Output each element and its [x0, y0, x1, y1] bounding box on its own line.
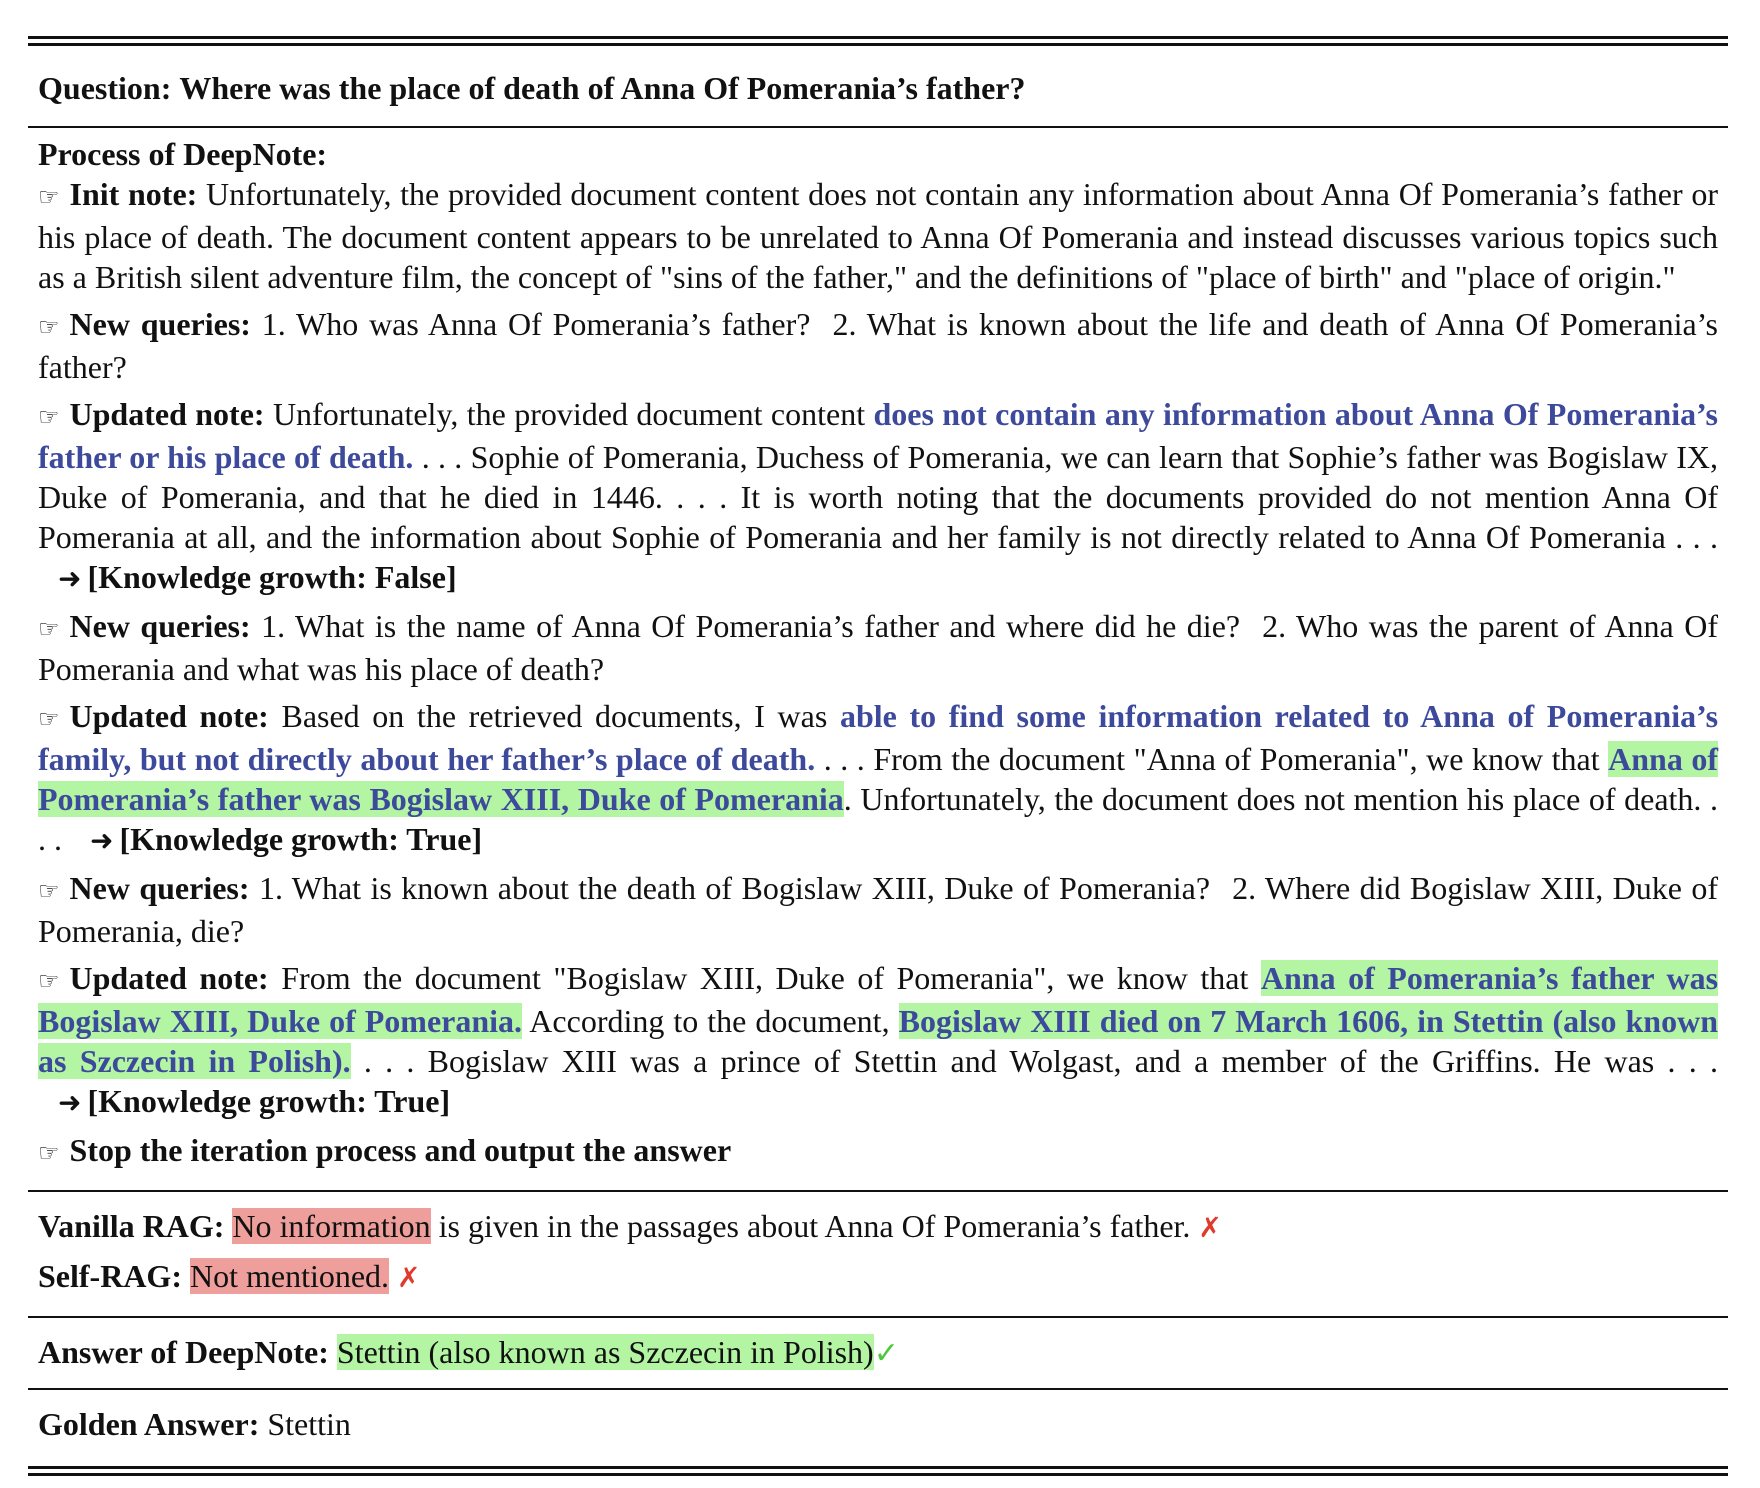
knowledge-growth: [Knowledge growth: True] — [87, 1083, 451, 1119]
case-study-table — [28, 36, 1728, 1476]
query-2: 2. What is known about the life and death of Anna Of Pomerania’s father? — [38, 306, 1719, 385]
updated-note-text: . . . Bogislaw XIII was a prince of Stettin and Wolgast, and a member of the Griffins. He was . . . — [350, 1043, 1718, 1079]
arrow-icon: ➜ — [90, 824, 114, 857]
query-2: 2. Who was the parent of Anna Of Pomerania and what was his place of death? — [38, 608, 1719, 687]
green-highlight: Anna of Pomerania’s father was Bogislaw XIII, Duke of Pomerania — [38, 741, 1719, 817]
check-icon: ✓ — [873, 1336, 899, 1371]
cross-icon: ✗ — [1198, 1211, 1222, 1244]
updated-note-text: According to the document, — [522, 1003, 899, 1039]
top-double-rule — [28, 36, 1728, 46]
new-queries-label: New queries: — [69, 306, 251, 342]
updated-note-text: Unfortunately, the provided document content — [272, 396, 874, 432]
pointing-hand-icon: ☞ — [38, 705, 60, 733]
pointing-hand-icon: ☞ — [38, 877, 60, 905]
baselines-section — [28, 1192, 1728, 1316]
stop-text: Stop the iteration process and output the answer — [69, 1132, 732, 1168]
updated-note-text: Based on the retrieved documents, I was — [281, 698, 840, 734]
bottom-double-rule — [28, 1466, 1728, 1476]
updated-note-label: Updated note: — [69, 960, 269, 996]
new-queries-2-paragraph — [38, 606, 1718, 689]
golden-answer-text: Stettin — [267, 1406, 351, 1442]
arrow-icon: ➜ — [58, 562, 82, 595]
arrow-icon: ➜ — [58, 1086, 82, 1119]
pointing-hand-icon: ☞ — [38, 1139, 60, 1167]
deepnote-answer-row — [28, 1318, 1728, 1388]
new-queries-label: New queries: — [69, 608, 251, 644]
self-rag-label: Self-RAG: — [38, 1258, 182, 1294]
updated-note-text: . . . Sophie of Pomerania, Duchess of Pomerania, we can learn that Sophie’s father was Bogislaw IX, Duke of Pomerania, and that he died in 1446. . . . It is worth noting that the documents provided do not mention Anna Of Pomerania at all, and the information about Sophie of Pomerania and her family is not directly related to Anna Of Pomerania . . . — [38, 439, 1719, 555]
process-title: Process of DeepNote: — [38, 136, 328, 172]
blue-emphasis: able to find some information related to Anna of Pomerania’s family, but not directly about her father’s place of death. — [38, 698, 1719, 777]
updated-note-text: . . . From the document "Anna of Pomerania", we know that — [815, 741, 1609, 777]
knowledge-growth: [Knowledge growth: False] — [87, 559, 457, 595]
init-note-paragraph — [38, 174, 1718, 297]
question-row — [28, 46, 1728, 126]
pointing-hand-icon: ☞ — [38, 403, 60, 431]
blue-emphasis: does not contain any information about Anna Of Pomerania’s father or his place of death. — [38, 396, 1718, 475]
init-note-label: Init note: — [69, 176, 198, 212]
query-1: 1. Who was Anna Of Pomerania’s father? — [261, 306, 811, 342]
golden-answer-row — [28, 1390, 1728, 1466]
green-highlight: Stettin (also known as Szczecin in Polish) — [336, 1334, 874, 1370]
process-section — [28, 128, 1728, 1190]
red-highlight: Not mentioned. — [189, 1258, 390, 1294]
updated-note-text: From the document "Bogislaw XIII, Duke of Pomerania", we know that — [281, 960, 1261, 996]
question-text: Where was the place of death of Anna Of Pomerania’s father? — [179, 70, 1026, 106]
pointing-hand-icon: ☞ — [38, 313, 60, 341]
pointing-hand-icon: ☞ — [38, 615, 60, 643]
golden-answer-label: Golden Answer: — [38, 1406, 260, 1442]
query-2: 2. Where did Bogislaw XIII, Duke of Pomerania, die? — [38, 870, 1719, 949]
question-label: Question: — [38, 70, 172, 106]
vanilla-rag-line — [38, 1206, 1718, 1248]
cross-icon: ✗ — [397, 1261, 421, 1294]
vanilla-rag-label: Vanilla RAG: — [38, 1208, 225, 1244]
query-1: 1. What is known about the death of Bogislaw XIII, Duke of Pomerania? — [258, 870, 1211, 906]
query-1: 1. What is the name of Anna Of Pomerania’s father and where did he die? — [261, 608, 1241, 644]
pointing-hand-icon: ☞ — [38, 967, 60, 995]
new-queries-3-paragraph — [38, 868, 1718, 951]
green-highlight: Bogislaw XIII died on 7 March 1606, in Stettin (also known as Szczecin in Polish). — [38, 1003, 1719, 1079]
updated-note-3-paragraph — [38, 958, 1718, 1123]
pointing-hand-icon: ☞ — [38, 183, 60, 211]
updated-note-2-paragraph — [38, 696, 1718, 861]
new-queries-label: New queries: — [69, 870, 250, 906]
updated-note-text: . Unfortunately, the document does not mention his place of death. . . . — [38, 781, 1719, 857]
self-rag-line — [38, 1256, 1718, 1298]
stop-paragraph — [38, 1130, 1718, 1173]
deepnote-answer-label: Answer of DeepNote: — [38, 1334, 329, 1370]
vanilla-rag-text: is given in the passages about Anna Of Pomerania’s father. — [430, 1208, 1191, 1244]
red-highlight: No information — [232, 1208, 431, 1244]
knowledge-growth: [Knowledge growth: True] — [119, 821, 483, 857]
new-queries-1-paragraph — [38, 304, 1718, 387]
updated-note-label: Updated note: — [69, 396, 265, 432]
updated-note-label: Updated note: — [69, 698, 269, 734]
updated-note-1-paragraph — [38, 394, 1718, 599]
init-note-text: Unfortunately, the provided document content does not contain any information about Anna Of Pomerania’s father or his place of death. The document content appears to be unrelated to Anna Of Pomerania and instead discusses various topics such as a British silent adventure film, the concept of "sins of the father," and the definitions of "place of birth" and "place of origin." — [38, 176, 1719, 295]
green-highlight: Anna of Pomerania’s father was Bogislaw XIII, Duke of Pomerania. — [38, 960, 1719, 1039]
